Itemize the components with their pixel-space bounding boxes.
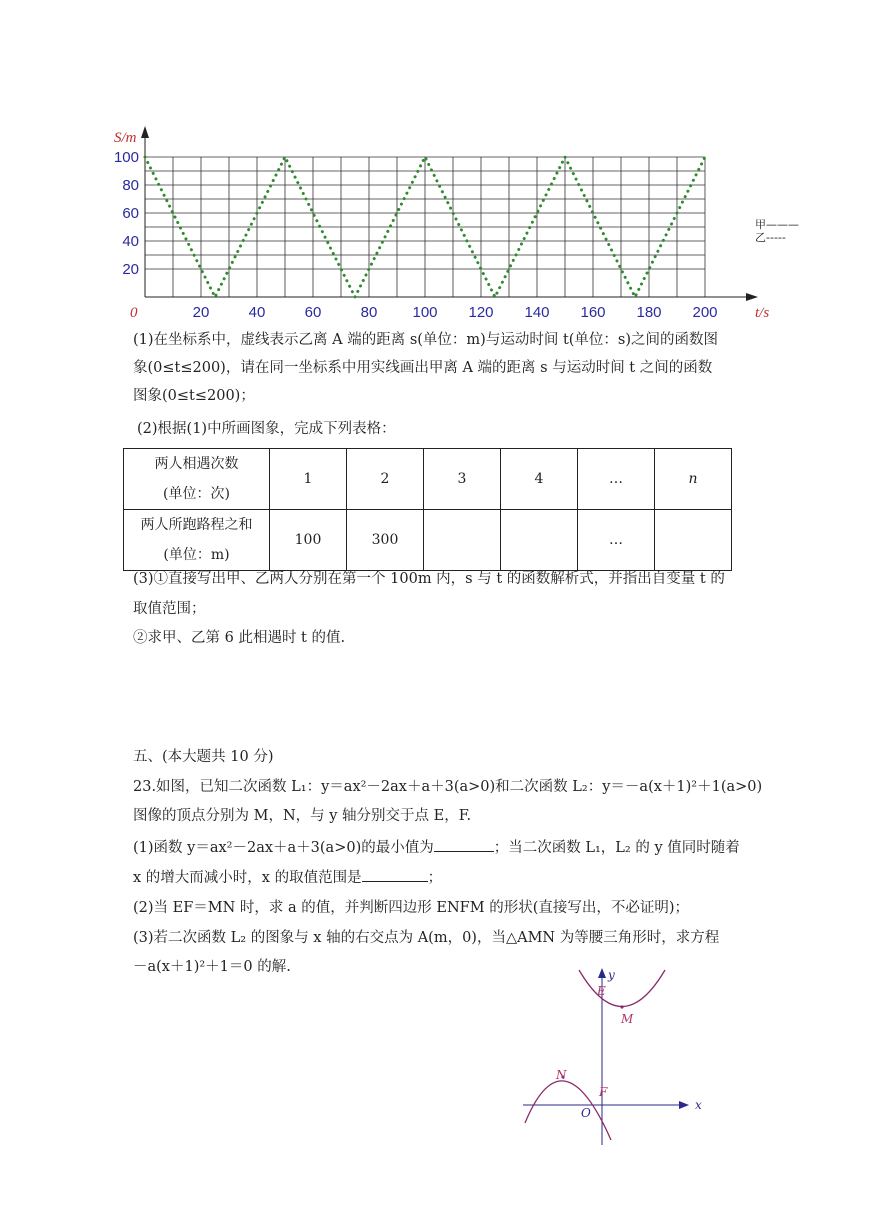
distance-time-chart (100, 120, 820, 325)
table-cell: 4 (501, 449, 578, 510)
x-tick-label: 180 (636, 304, 662, 321)
table-row (124, 510, 732, 571)
p23-line1: 23.如图，已知二次函数 L₁：y＝ax²－2ax＋a＋3(a>0)和二次函数 L₂：y＝－a(x＋1)²＋1(a>0) (133, 779, 763, 795)
q3-line2: 取值范围； (133, 601, 206, 617)
x-tick-label: 140 (524, 304, 550, 321)
x-tick-label: 120 (468, 304, 494, 321)
q1-line2: 象(0≤t≤200)，请在同一坐标系中用实线画出甲离 A 端的距离 s 与运动时间 t 之间的函数 (133, 360, 713, 376)
meeting-table (123, 448, 732, 571)
section5-heading: 五、(本大题共 10 分) (133, 749, 274, 765)
answer-blank (362, 867, 428, 882)
x-axis-label: t/s (755, 305, 770, 321)
origin-label: 0 (130, 305, 138, 321)
legend-item: 甲——— (755, 218, 799, 231)
q1-line1: (1)在坐标系中，虚线表示乙离 A 端的距离 s(单位：m)与运动时间 t(单位：s)之间的函数图 (133, 332, 719, 348)
table-row-header: 两人相遇次数 (单位：次) (124, 449, 270, 510)
q3-line3: ②求甲、乙第 6 此相遇时 t 的值. (133, 630, 346, 646)
vertex-M (620, 1005, 623, 1008)
p23-part1-line1: (1)函数 y＝ax²－2ax＋a＋3(a>0)的最小值为 ；当二次函数 L₁，L₂ 的 y 值同时随着 (133, 837, 740, 858)
answer-blank (434, 837, 494, 852)
table-cell: 100 (270, 510, 347, 571)
label-M: M (621, 1012, 634, 1026)
y-tick-label: 40 (122, 233, 139, 250)
table-cell (424, 510, 501, 571)
y-tick-label: 20 (122, 261, 139, 278)
x-tick-label: 80 (360, 304, 378, 321)
table-cell: 300 (347, 510, 424, 571)
p23-part2: (2)当 EF＝MN 时，求 a 的值，并判断四边形 ENFM 的形状(直接写出，不必证明)； (133, 900, 690, 916)
p23-line2: 图像的顶点分别为 M，N，与 y 轴分别交于点 E，F. (133, 808, 472, 824)
x-tick-label: 100 (412, 304, 438, 321)
table-cell: n (655, 449, 732, 510)
x-tick-label: 40 (248, 304, 266, 321)
table-cell (655, 510, 732, 571)
q1-line3: 图象(0≤t≤200)； (133, 388, 255, 404)
parabola-L1 (579, 970, 665, 1007)
table-cell: … (578, 449, 655, 510)
table-cell: 1 (270, 449, 347, 510)
y-tick-label: 100 (113, 149, 139, 166)
label-y: y (608, 968, 615, 982)
q3-line1: (3)①直接写出甲、乙两人分别在第一个 100m 内，s 与 t 的函数解析式，并指出自变量 t 的 (133, 571, 725, 587)
table-row (124, 449, 732, 510)
p23-part1-line2: x 的增大而减小时，x 的取值范围是 ； (133, 867, 442, 888)
table-cell: 3 (424, 449, 501, 510)
x-tick-label: 60 (304, 304, 322, 321)
y-axis-arrow-icon (598, 968, 606, 978)
x-tick-label: 20 (192, 304, 210, 321)
y-tick-label: 80 (122, 177, 139, 194)
y-tick-label: 60 (122, 205, 139, 222)
x-tick-label: 200 (692, 304, 718, 321)
label-O: O (581, 1106, 591, 1120)
table-cell: … (578, 510, 655, 571)
y-axis-label: S/m (114, 130, 137, 146)
parabola-figure (515, 965, 705, 1150)
label-N: N (556, 1068, 567, 1082)
x-axis-arrow-icon (679, 1101, 689, 1109)
legend-item: 乙----- (755, 231, 786, 244)
label-F: F (599, 1085, 608, 1099)
x-tick-label: 160 (580, 304, 606, 321)
x-axis-arrow-icon (746, 293, 758, 301)
y-axis-arrow-icon (141, 126, 149, 138)
label-x: x (695, 1098, 702, 1112)
q2-text: (2)根据(1)中所画图象，完成下列表格： (137, 421, 396, 437)
p23-part3-line1: (3)若二次函数 L₂ 的图象与 x 轴的右交点为 A(m，0)，当△AMN 为等腰三角形时，求方程 (133, 930, 720, 946)
table-row-header: 两人所跑路程之和 (单位：m) (124, 510, 270, 571)
p23-part3-line2: －a(x＋1)²＋1＝0 的解. (133, 959, 291, 975)
label-E: E (597, 984, 606, 998)
table-cell (501, 510, 578, 571)
table-cell: 2 (347, 449, 424, 510)
